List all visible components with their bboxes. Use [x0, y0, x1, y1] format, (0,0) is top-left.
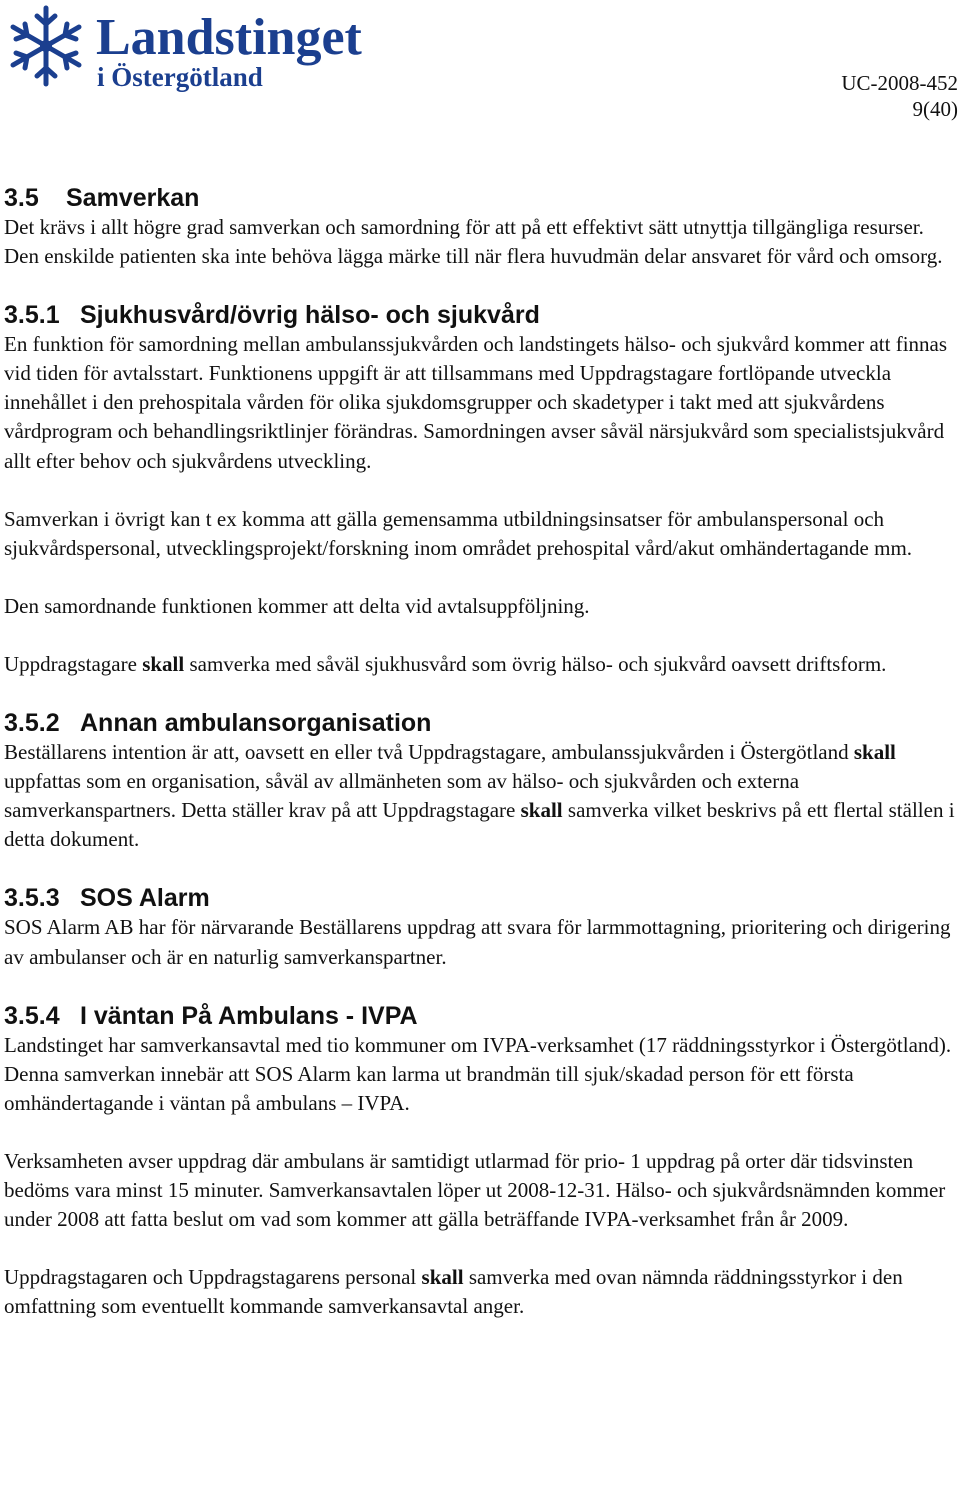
section-heading-3-5	[4, 183, 956, 213]
section-number: 3.5.4	[4, 1001, 60, 1030]
snowflake-logo-icon	[4, 2, 366, 94]
section-heading-3-5-1	[4, 300, 956, 330]
emphasis-skall: skall	[421, 1265, 464, 1290]
document-id-block	[841, 70, 958, 122]
section-number: 3.5.3	[4, 884, 60, 913]
text-run: samverka med såväl sjukhusvård som övrig hälso- och sjukvård oavsett driftsform.	[184, 651, 887, 676]
paragraph: Den samordnande funktionen kommer att delta vid avtalsuppföljning.	[4, 593, 590, 618]
document-body	[4, 183, 956, 1350]
paragraph	[4, 1263, 956, 1321]
section-title: SOS Alarm	[80, 884, 210, 913]
paragraph: En funktion för samordning mellan ambulanssjukvården och landstingets hälso- och sjukvård kommer att finnas vid tiden för avtalsstart. Funktionens uppgift är att tillsammans med Uppdragstagare fortlöpande utveckla innehållet i den prehospitala vården för olika sjukdomsgrupper och skadetyper i takt med att sjukvårdens vårdprogram och behandlingsriktlinjer förändras. Samordningen avser såväl närsjukvård som specialistsjukvård allt efter behov och sjukvårdens utveckling.	[4, 332, 948, 473]
paragraph: Samverkan i övrigt kan t ex komma att gälla gemensamma utbildningsinsatser för ambulanspersonal och sjukvårdspersonal, utvecklingsprojekt/forskning inom området prehospital vård/akut omhändertagande mm.	[4, 506, 913, 560]
section-title: I väntan På Ambulans - IVPA	[80, 1001, 418, 1030]
landstinget-logo	[4, 2, 366, 94]
emphasis-skall: skall	[520, 798, 563, 823]
section-title: Annan ambulansorganisation	[80, 709, 432, 738]
logo-subtitle: i Östergötland	[97, 62, 263, 92]
section-title: Samverkan	[66, 184, 200, 212]
section-heading-3-5-2	[4, 708, 956, 738]
section-heading-3-5-3	[4, 883, 956, 913]
text-run: uppfattas som en organisation, såväl av allmänheten som av hälso- och sjukvården och externa samverkanspartners. Detta ställer krav på att Uppdragstagare	[4, 769, 800, 823]
section-number: 3.5.2	[4, 709, 60, 738]
paragraph: Det krävs i allt högre grad samverkan och samordning för att på ett effektivt sätt utnyttja tillgängliga resurser. Den enskilde patienten ska inte behöva lägga märke till när flera huvudmän delar ansvaret för vård och omsorg.	[4, 215, 943, 269]
text-run: Uppdragstagare	[4, 651, 143, 676]
emphasis-skall: skall	[142, 651, 185, 676]
section-heading-3-5-4	[4, 1001, 956, 1031]
emphasis-skall: skall	[853, 740, 896, 765]
section-title: Sjukhusvård/övrig hälso- och sjukvård	[80, 301, 540, 330]
paragraph	[4, 650, 956, 679]
text-run: Uppdragstagaren och Uppdragstagarens personal	[4, 1265, 422, 1290]
document-number: UC-2008-452	[841, 71, 958, 95]
section-number: 3.5.1	[4, 301, 60, 330]
logo-title: Landstinget	[96, 9, 362, 66]
paragraph: Landstinget har samverkansavtal med tio kommuner om IVPA-verksamhet (17 räddningsstyrkor i Östergötland). Denna samverkan innebär att SOS Alarm kan larma ut brandmän till sjuk/skadad person för ett första omhändertagande i väntan på ambulans – IVPA.	[4, 1032, 952, 1115]
page-number: 9(40)	[912, 97, 958, 121]
paragraph: SOS Alarm AB har för närvarande Beställarens uppdrag att svara för larmmottagning, prioritering och dirigering av ambulanser och är en naturlig samverkanspartner.	[4, 915, 951, 969]
text-run: samverka med ovan nämnda räddningsstyrkor i den omfattning som eventuellt kommande samverkansavtal anger.	[4, 1265, 903, 1319]
text-run: samverka vilket beskrivs på ett flertal ställen i detta dokument.	[4, 798, 955, 852]
section-number: 3.5	[4, 184, 39, 212]
text-run: Beställarens intention är att, oavsett en eller två Uppdragstagare, ambulanssjukvården i Östergötland	[4, 740, 854, 765]
paragraph: Verksamheten avser uppdrag där ambulans är samtidigt utlarmad för prio- 1 uppdrag på orter där tidsvinsten bedöms vara minst 15 minuter. Samverkansavtalen löper ut 2008-12-31. Hälso- och sjukvårdsnämnden kommer under 2008 att fatta beslut om vad som kommer att gälla beträffande IVPA-verksamhet från år 2009.	[4, 1148, 946, 1232]
paragraph	[4, 738, 956, 854]
